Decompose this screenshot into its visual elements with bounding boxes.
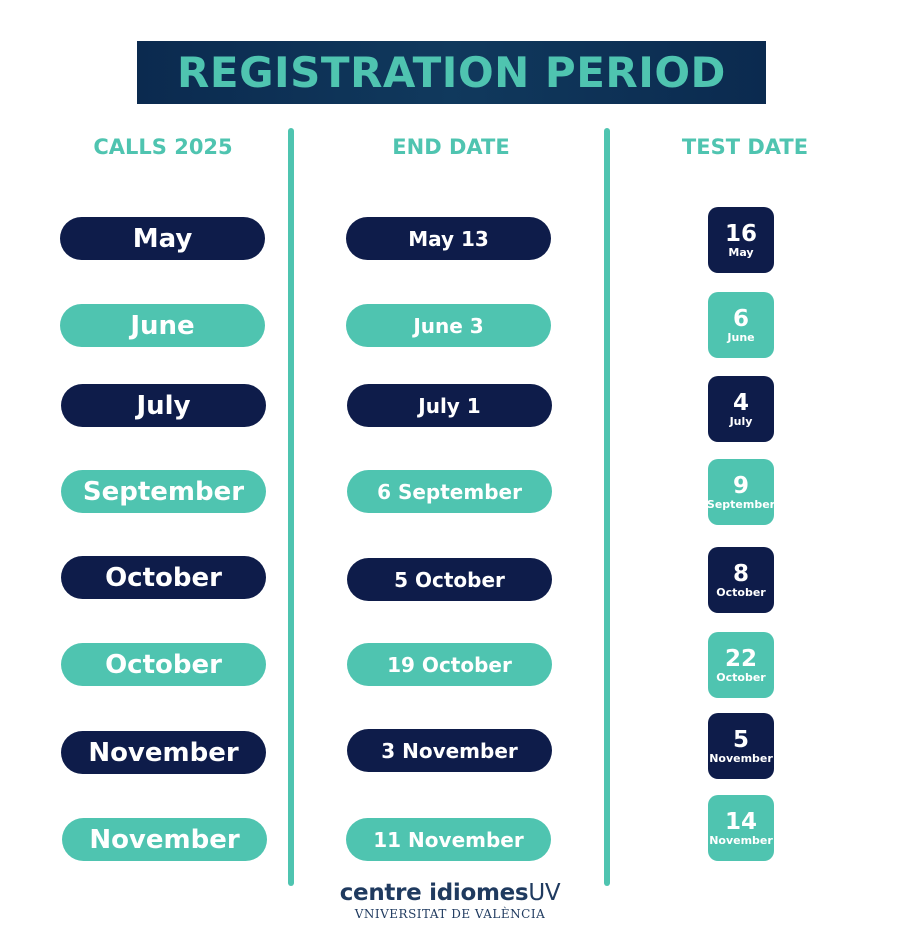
- column-divider: [604, 128, 610, 886]
- test-date-badge: [708, 292, 774, 358]
- test-date-badge: [708, 376, 774, 442]
- header-test-date: TEST DATE: [681, 135, 809, 159]
- end-date-pill: 19 October: [347, 643, 552, 686]
- test-day: 14: [724, 808, 757, 835]
- call-pill: July: [61, 384, 266, 427]
- end-date-pill: May 13: [346, 217, 551, 260]
- test-date-badge: [708, 459, 774, 525]
- test-month: October: [716, 585, 766, 599]
- call-pill: September: [61, 470, 266, 513]
- end-date-pill: June 3: [346, 304, 551, 347]
- call-pill: November: [61, 731, 266, 774]
- test-month: October: [716, 670, 766, 684]
- test-day: 6: [732, 305, 749, 332]
- test-day: 5: [732, 726, 749, 753]
- page-title: REGISTRATION PERIOD: [177, 48, 726, 97]
- call-pill: May: [60, 217, 265, 260]
- end-date-pill: 5 October: [347, 558, 552, 601]
- test-date-badge: [708, 795, 774, 861]
- test-date-badge: [708, 713, 774, 779]
- logo-brand-text: centre idiomes: [339, 880, 529, 906]
- logo-brand-suffix: UV: [528, 880, 561, 906]
- test-month: July: [729, 414, 753, 428]
- centre-idiomes-logo: [300, 880, 600, 921]
- end-date-pill: 6 September: [347, 470, 552, 513]
- test-month: June: [727, 330, 755, 344]
- header-end-date: END DATE: [392, 135, 510, 159]
- call-pill: October: [61, 643, 266, 686]
- test-day: 16: [724, 220, 757, 247]
- logo-subtitle: VNIVERSITAT DE VALÈNCIA: [354, 907, 546, 921]
- header-calls: CALLS 2025: [93, 135, 233, 159]
- test-date-badge: [708, 547, 774, 613]
- test-date-badge: [708, 207, 774, 273]
- test-day: 22: [724, 645, 757, 672]
- test-date-badge: [708, 632, 774, 698]
- call-pill: November: [62, 818, 267, 861]
- logo-brand: [300, 880, 600, 906]
- test-month: November: [709, 751, 773, 765]
- test-day: 4: [732, 389, 749, 416]
- test-day: 9: [732, 472, 749, 499]
- end-date-pill: July 1: [347, 384, 552, 427]
- call-pill: June: [60, 304, 265, 347]
- end-date-pill: 11 November: [346, 818, 551, 861]
- test-month: September: [706, 497, 776, 511]
- test-day: 8: [732, 560, 749, 587]
- column-divider: [288, 128, 294, 886]
- call-pill: October: [61, 556, 266, 599]
- test-month: May: [728, 245, 754, 259]
- end-date-pill: 3 November: [347, 729, 552, 772]
- test-month: November: [709, 833, 773, 847]
- title-banner: [137, 41, 766, 104]
